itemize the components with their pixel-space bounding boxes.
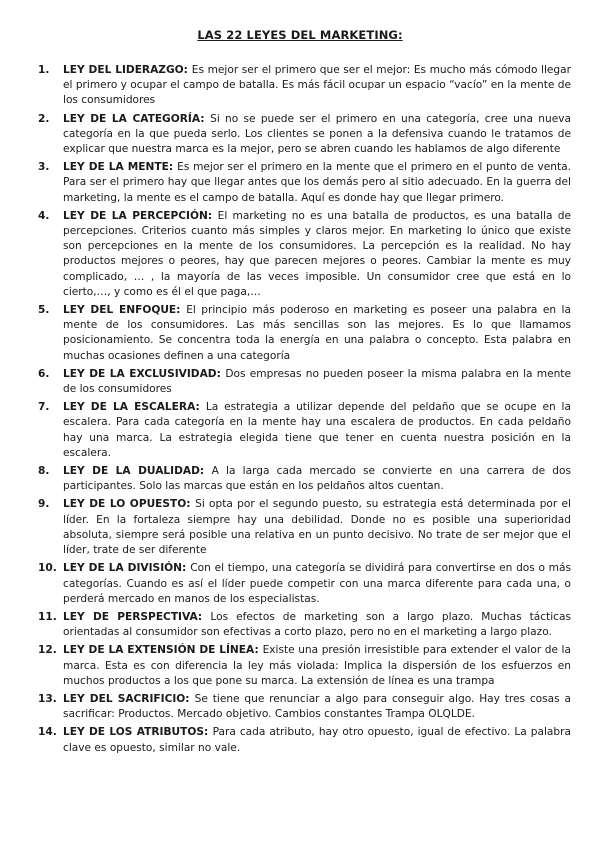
law-item [38, 561, 571, 607]
law-number: 3. [38, 161, 50, 174]
law-number: 4. [38, 209, 50, 222]
law-item [38, 725, 571, 755]
law-separator: : [168, 161, 178, 174]
law-text: Para cada atributo, hay otro opuesto, igual de efectivo. La palabra clave es opuesto, similar no vale. [63, 726, 571, 754]
law-item [38, 643, 571, 689]
law-name: LEY DE LA DIVISIÓN [63, 562, 183, 575]
law-name: LEY DEL LIDERAZGO [63, 64, 184, 76]
law-name: LEY DE LA CATEGORÍA [63, 112, 201, 125]
law-name: LEY DEL ENFOQUE [63, 304, 177, 317]
law-item [38, 63, 571, 109]
law-text: El principio más poderoso en marketing es poseer una palabra en la mente de los consumidores. Las más sencillas son las mejores. Es lo que llamamos posicionamiento. Se concentra toda la energía en una palabra o concepto. Esta palabra en muchas ocasiones definen a una categoría [63, 304, 571, 362]
law-separator: : [183, 64, 192, 76]
law-name: LEY DE LA ESCALERA [63, 401, 196, 414]
law-item [38, 692, 571, 722]
law-number: 2. [38, 112, 50, 125]
law-number: 13. [38, 692, 57, 705]
law-name: LEY DE LA EXCLUSIVIDAD [63, 367, 217, 380]
law-text: Existe una presión irresistible para extender el valor de la marca. Esta es con diferencia la ley más violada: Implica la dispersión de los esfuerzos en muchos productos a los que pone su marca. La extensión de línea es una trampa [63, 644, 571, 687]
law-separator: : [176, 304, 187, 317]
law-name: LEY DE LA DUALIDAD [63, 465, 200, 478]
law-item [38, 367, 571, 397]
law-separator: : [203, 726, 213, 739]
law-item [38, 303, 571, 364]
law-separator: : [199, 465, 212, 478]
law-name: LEY DE PERSPECTIVA [63, 610, 198, 623]
law-separator: : [254, 644, 263, 657]
law-text: Si no se puede ser el primero en una categoría, cree una nueva categoría en la que pueda serlo. Los clientes se ponen a la defensiva cuando le tratamos de explicar que nuestra marca es la mejor, pero se abren cuando les hablamos de algo diferente [63, 112, 571, 156]
law-number: 1. [38, 64, 50, 76]
law-text: Dos empresas no pueden poseer la misma palabra en la mente de los consumidores [63, 367, 571, 396]
law-number: 12. [38, 644, 57, 657]
law-text: Si opta por el segundo puesto, su estrategia está determinada por el líder. En la fortaleza siempre hay una debilidad. Donde no es posible una superioridad absoluta, siempre será posible una relativa en un punto decisivo. No trate de ser mejor que el líder, trate de ser diferente [63, 498, 571, 557]
law-separator: : [207, 209, 218, 222]
law-number: 14. [38, 726, 57, 739]
law-text: Es mejor ser el primero que ser el mejor: Es mucho más cómodo llegar el primero y ocupar el campo de batalla. Es más fácil ocupar un espacio “vacío” en la mente de los consumidores [63, 64, 571, 107]
law-separator: : [197, 610, 211, 623]
law-separator: : [182, 562, 191, 575]
law-separator: : [216, 367, 226, 380]
law-item [38, 209, 571, 300]
law-separator: : [185, 692, 195, 705]
law-number: 5. [38, 304, 50, 317]
law-number: 9. [38, 498, 50, 511]
law-text: A la larga cada mercado se convierte en una carrera de dos participantes. Solo las marcas que están en los peldaños altos cuentan. [63, 465, 571, 493]
law-number: 11. [38, 610, 57, 623]
law-number: 8. [38, 465, 50, 478]
law-text: Es mejor ser el primero en la mente que el primero en el punto de venta. Para ser el primero hay que llegar antes que los demás pero al sitio adecuado. En la guerra del marketing, la mente es el campo de batalla. Aquí es donde hay que llegar primero. [63, 161, 572, 204]
law-item [38, 160, 571, 206]
law-number: 6. [38, 367, 50, 380]
law-name: LEY DE LA PERCEPCIÓN [63, 209, 208, 222]
law-number: 10. [38, 562, 57, 575]
law-item [38, 112, 571, 158]
law-list [38, 63, 571, 759]
document-title: LAS 22 LEYES DEL MARKETING: [197, 28, 403, 42]
law-separator: : [200, 112, 211, 125]
law-separator: : [195, 401, 206, 414]
law-name: LEY DE LA MENTE [63, 161, 169, 174]
law-text: Con el tiempo, una categoría se dividirá para convertirse en dos o más categorías. Cuando es así el líder puede competir con una marca diferente para cada una, o perderá mercado en manos de los especialistas. [63, 562, 571, 605]
law-text: Se tiene que renunciar a algo para conseguir algo. Hay tres cosas a sacrificar: Productos. Mercado objetivo. Cambios constantes Trampa OLQLDE. [63, 692, 571, 721]
law-separator: : [186, 498, 196, 511]
law-item [38, 497, 571, 558]
law-item [38, 610, 571, 640]
law-number: 7. [38, 401, 50, 414]
law-item [38, 400, 571, 461]
law-text: El marketing no es una batalla de productos, es una batalla de percepciones. Criterios cuanto más simples y claros mejor. En marketing lo único que existe son percepciones en la mente de los consumidores. La percepción es la realidad. No hay productos mejores o peores, hay que parecen mejores o peores. Cambiar la mente es muy complicado, … , la mayoría de las veces imposible. Un consumidor cree que está en lo cierto,…, y como es él el que paga,… [63, 209, 571, 298]
law-name: LEY DEL SACRIFICIO [63, 692, 186, 705]
law-text: La estrategia a utilizar depende del peldaño que se ocupe en la escalera. Para cada categoría en la mente hay una escalera de productos. En cada peldaño hay una marca. La estrategia elegida tiene que tener en cuenta nuestra posición en la escalera. [63, 401, 571, 459]
law-name: LEY DE LO OPUESTO [63, 498, 187, 511]
law-name: LEY DE LOS ATRIBUTOS [63, 726, 204, 739]
law-name: LEY DE LA EXTENSIÓN DE LÍNEA [63, 644, 255, 657]
law-item [38, 464, 571, 494]
law-text: Los efectos de marketing son a largo plazo. Muchas tácticas orientadas al consumidor son efectivas a corto plazo, pero no en el marketing a largo plazo. [63, 610, 571, 639]
